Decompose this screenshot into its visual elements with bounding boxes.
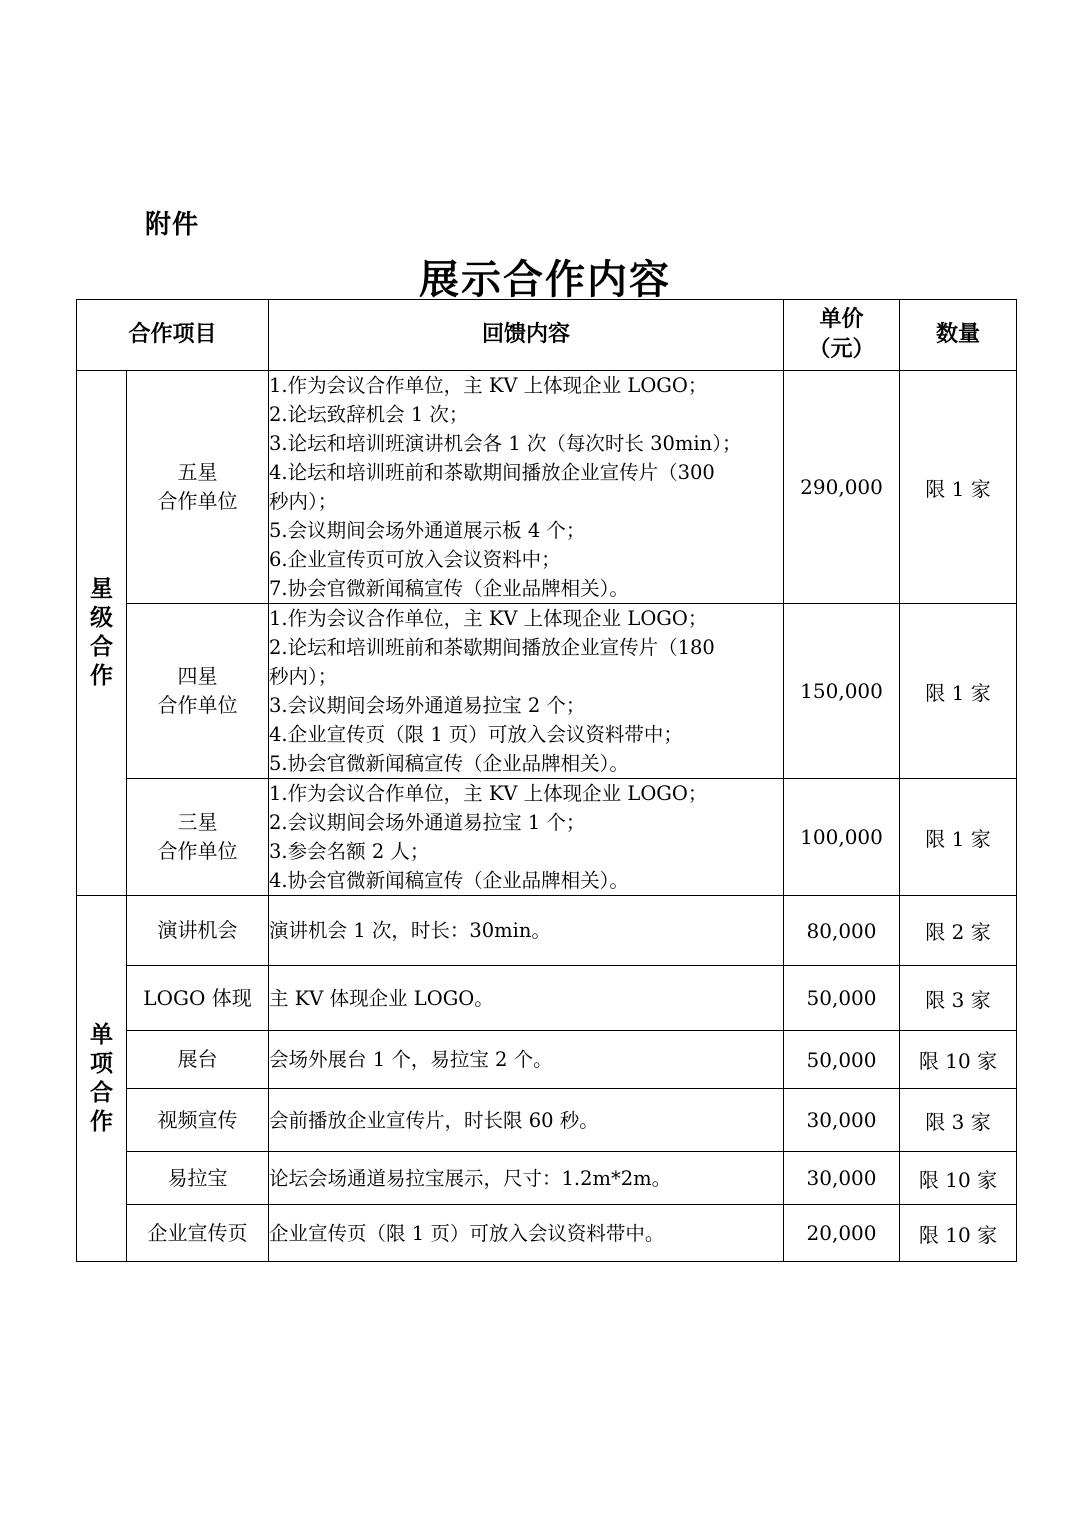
table-row-three-star xyxy=(77,779,1017,896)
content-line: 2.会议期间会场外通道易拉宝 1 个； xyxy=(269,811,586,834)
price-logo: 50,000 xyxy=(784,966,900,1031)
quantity-rollup: 限 10 家 xyxy=(900,1152,1017,1205)
content-line: 秒内）； xyxy=(269,665,338,688)
table-row-video xyxy=(77,1089,1017,1152)
attachment-label: 附件 xyxy=(145,210,200,240)
table-row-rollup xyxy=(77,1152,1017,1205)
content-line: 7.协会官微新闻稿宣传（企业品牌相关）。 xyxy=(269,577,629,600)
table-row-logo xyxy=(77,966,1017,1031)
content-line: 3.参会名额 2 人； xyxy=(269,840,430,863)
price-brochure: 20,000 xyxy=(784,1205,900,1262)
price-video: 30,000 xyxy=(784,1089,900,1152)
item-four-star-line1: 四星 xyxy=(177,664,218,688)
content-line: 5.协会官微新闻稿宣传（企业品牌相关）。 xyxy=(269,752,629,775)
content-video: 会前播放企业宣传片，时长限 60 秒。 xyxy=(269,1089,784,1152)
header-price xyxy=(784,300,900,371)
price-rollup: 30,000 xyxy=(784,1152,900,1205)
item-booth: 展台 xyxy=(127,1031,269,1089)
price-four-star: 150,000 xyxy=(784,604,900,779)
item-logo: LOGO 体现 xyxy=(127,966,269,1031)
content-three-star xyxy=(269,779,784,896)
item-three-star-line2: 合作单位 xyxy=(157,839,238,863)
quantity-brochure: 限 10 家 xyxy=(900,1205,1017,1262)
item-five-star-line2: 合作单位 xyxy=(157,489,238,513)
content-line: 6.企业宣传页可放入会议资料中； xyxy=(269,548,561,571)
content-booth: 会场外展台 1 个，易拉宝 2 个。 xyxy=(269,1031,784,1089)
price-speech: 80,000 xyxy=(784,896,900,966)
content-line: 2.论坛致辞机会 1 次； xyxy=(269,403,469,426)
table-row-brochure xyxy=(77,1205,1017,1262)
content-line: 4.论坛和培训班前和茶歇期间播放企业宣传片（300 xyxy=(269,461,715,484)
item-five-star xyxy=(127,371,269,604)
item-four-star xyxy=(127,604,269,779)
header-price-line2: （元） xyxy=(808,337,875,362)
content-five-star xyxy=(269,371,784,604)
item-rollup: 易拉宝 xyxy=(127,1152,269,1205)
quantity-logo: 限 3 家 xyxy=(900,966,1017,1031)
category-star-label: 星级合作 xyxy=(90,576,113,689)
category-star xyxy=(77,371,127,896)
page-title: 展示合作内容 xyxy=(419,257,671,303)
header-quantity: 数量 xyxy=(900,300,1017,371)
quantity-four-star: 限 1 家 xyxy=(900,604,1017,779)
content-line: 1.作为会议合作单位，主 KV 上体现企业 LOGO； xyxy=(269,607,708,630)
content-line: 4.企业宣传页（限 1 页）可放入会议资料带中； xyxy=(269,723,683,746)
table-row-speech xyxy=(77,896,1017,966)
content-line: 1.作为会议合作单位，主 KV 上体现企业 LOGO； xyxy=(269,374,708,397)
item-three-star xyxy=(127,779,269,896)
item-video: 视频宣传 xyxy=(127,1089,269,1152)
content-rollup: 论坛会场通道易拉宝展示，尺寸：1.2m*2m。 xyxy=(269,1152,784,1205)
category-single-label: 单项合作 xyxy=(90,1021,113,1135)
quantity-three-star: 限 1 家 xyxy=(900,779,1017,896)
price-booth: 50,000 xyxy=(784,1031,900,1089)
content-line: 2.论坛和培训班前和茶歇期间播放企业宣传片（180 xyxy=(269,636,715,659)
header-project: 合作项目 xyxy=(77,300,269,371)
item-brochure: 企业宣传页 xyxy=(127,1205,269,1262)
content-line: 4.协会官微新闻稿宣传（企业品牌相关）。 xyxy=(269,869,629,892)
table-row-five-star xyxy=(77,371,1017,604)
content-line: 3.会议期间会场外通道易拉宝 2 个； xyxy=(269,694,586,717)
table-row-four-star xyxy=(77,604,1017,779)
content-four-star xyxy=(269,604,784,779)
category-single xyxy=(77,896,127,1262)
content-logo: 主 KV 体现企业 LOGO。 xyxy=(269,966,784,1031)
price-five-star: 290,000 xyxy=(784,371,900,604)
table-row-booth xyxy=(77,1031,1017,1089)
quantity-speech: 限 2 家 xyxy=(900,896,1017,966)
quantity-video: 限 3 家 xyxy=(900,1089,1017,1152)
content-line: 3.论坛和培训班演讲机会各 1 次（每次时长 30min）； xyxy=(269,432,742,455)
quantity-booth: 限 10 家 xyxy=(900,1031,1017,1089)
cooperation-table xyxy=(76,299,1017,1262)
quantity-five-star: 限 1 家 xyxy=(900,371,1017,604)
item-three-star-line1: 三星 xyxy=(177,810,218,834)
content-brochure: 企业宣传页（限 1 页）可放入会议资料带中。 xyxy=(269,1205,784,1262)
table-header-row xyxy=(77,300,1017,371)
header-price-line1: 单价 xyxy=(819,307,864,332)
item-four-star-line2: 合作单位 xyxy=(157,693,238,717)
content-speech: 演讲机会 1 次，时长：30min。 xyxy=(269,896,784,966)
header-content: 回馈内容 xyxy=(269,300,784,371)
price-three-star: 100,000 xyxy=(784,779,900,896)
content-line: 1.作为会议合作单位，主 KV 上体现企业 LOGO； xyxy=(269,782,708,805)
item-speech: 演讲机会 xyxy=(127,896,269,966)
item-five-star-line1: 五星 xyxy=(177,460,218,484)
content-line: 秒内）； xyxy=(269,490,338,513)
content-line: 5.会议期间会场外通道展示板 4 个； xyxy=(269,519,586,542)
